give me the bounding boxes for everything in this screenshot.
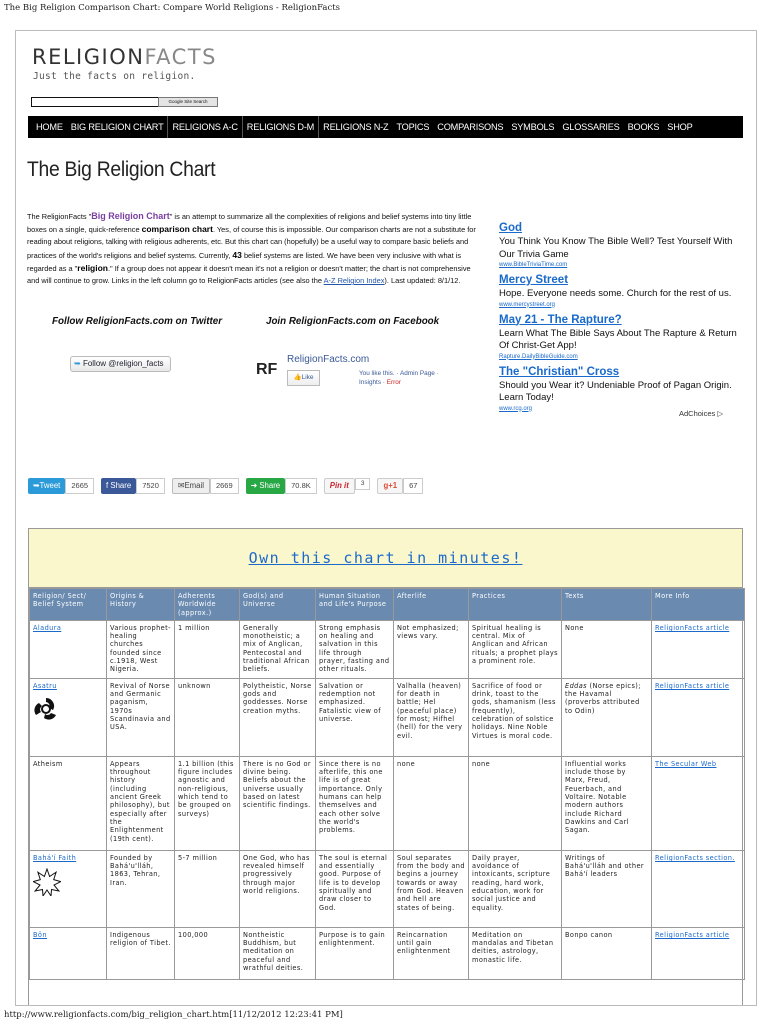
religion-link[interactable]: Asatru (33, 681, 57, 690)
google-plus-button[interactable]: g+1 (377, 478, 403, 494)
ad-item[interactable]: Mercy Street Hope. Everyone needs some. Church for the rest of us. www.mercystreet.org (499, 274, 732, 308)
gods-cell: One God, who has revealed himself progressively through major world religions. (240, 850, 316, 927)
nav-religions-n-z[interactable]: RELIGIONS N-Z (318, 116, 392, 138)
follow-twitter-heading: Follow ReligionFacts.com on Twitter (52, 316, 223, 327)
afterlife-cell: Not emphasized; views vary. (394, 620, 469, 678)
google-plus-icon: g (383, 481, 389, 490)
search-input[interactable] (31, 97, 168, 107)
human-cell: Purpose is to gain enlightenment. (316, 927, 394, 979)
nav-comparisons[interactable]: COMPARISONS (437, 122, 504, 132)
intro-paragraph: The ReligionFacts "Big Religion Chart" is an attempt to summarize all the complexities of religions and belief systems into tiny little boxes on a single, quick-reference comparison chart. Yes, of course this is impossible. Our comparison charts are not a substitute for reading about religions, talking with religious adherents, etc. But this chart can (hopefully) be a useful way to compare basic beliefs and practices of the world's religions and belief systems. Currently, 43 belief systems are listed. We have been very inclusive with what is regarded as a "religion." If a group does not appear it doesn't mean it's not a religion or doesn't matter; the chart is not comprehensive and will continue to grow. Links in the left column go to ReligionFacts articles (see also the A-Z Religion Index). Last updated: 8/1/12. (27, 211, 476, 286)
nav-religions-a-c[interactable]: RELIGIONS A-C (167, 116, 241, 138)
main-nav (28, 116, 743, 138)
more-info-link[interactable]: ReligionFacts article (655, 930, 730, 939)
origins-cell: Indigenous religion of Tibet. (107, 927, 175, 979)
column-header: Religion/ Sect/ Belief System (30, 589, 107, 621)
column-header: Adherents Worldwide (approx.) (175, 589, 240, 621)
afterlife-cell: none (394, 756, 469, 850)
origins-cell: Various prophet-healing churches founded since c.1918, West Nigeria. (107, 620, 175, 678)
texts-cell: None (562, 620, 652, 678)
az-religion-index-link[interactable]: A-Z Religion Index (323, 276, 385, 286)
page-title: The Big Religion Chart (27, 158, 216, 181)
valknut-symbol-icon (33, 696, 59, 722)
afterlife-cell: Valhalla (heaven) for death in battle; Hel (peaceful place) for most; Hifhel (hell) for the very evil. (394, 678, 469, 756)
google-site-search-button[interactable]: Google Site Search (158, 97, 218, 107)
human-cell: Strong emphasis on healing and salvation in this life through prayer, fasting and other rituals. (316, 620, 394, 678)
practices-cell: Daily prayer, avoidance of intoxicants, scripture reading, hard work, education, work for social justice and equality. (469, 850, 562, 927)
nine-pointed-star-icon (33, 868, 61, 896)
join-facebook-heading: Join ReligionFacts.com on Facebook (266, 316, 440, 327)
table-header-row (30, 589, 745, 621)
nav-shop[interactable]: SHOP (667, 122, 693, 132)
religion-comparison-table (29, 588, 745, 980)
table-row (30, 850, 745, 927)
twitter-bird-icon: ➥ (33, 481, 40, 490)
tweet-count: 2665 (65, 478, 94, 494)
practices-cell: Spiritual healing is central. Mix of Anglican and African rituals; a prophet plays a prominent role. (469, 620, 562, 678)
ad-item[interactable]: May 21 - The Rapture? Learn What The Bible Says About The Rapture & Return Of Christ-Get App! Rapture.DailyBibleGuide.com (499, 313, 737, 360)
own-chart-link[interactable]: Own this chart in minutes! (29, 529, 742, 588)
adherents-cell: unknown (175, 678, 240, 756)
religion-link[interactable]: Aladura (33, 623, 62, 632)
column-header: Practices (469, 589, 562, 621)
adherents-cell: 1 million (175, 620, 240, 678)
practices-cell: Sacrifice of food or drink, toast to the gods, shamanism (less frequently), celebration of solstice holidays. Nine Noble Virtues is moral code. (469, 678, 562, 756)
practices-cell: none (469, 756, 562, 850)
religion-link[interactable]: Bahá'í Faith (33, 853, 77, 862)
facebook-share-count: 7520 (136, 478, 165, 494)
nav-big-religion-chart[interactable]: BIG RELIGION CHART (70, 122, 164, 132)
twitter-bird-icon: ➥ (74, 359, 81, 368)
thumbs-up-icon: 👍 (293, 374, 302, 381)
nav-glossaries[interactable]: GLOSSARIES (562, 122, 620, 132)
twitter-follow-button[interactable]: ➥ Follow @religion_facts (70, 356, 171, 372)
nav-books[interactable]: BOOKS (627, 122, 660, 132)
column-header: Texts (562, 589, 652, 621)
more-info-link[interactable]: The Secular Web (655, 759, 717, 768)
afterlife-cell: Soul separates from the body and begins a journey towards or away from God. Heaven and hell are states of being. (394, 850, 469, 927)
email-share-count: 2669 (210, 478, 239, 494)
column-header: Origins & History (107, 589, 175, 621)
share-icon: ➜ (250, 481, 260, 490)
rf-logo: RF (256, 361, 278, 378)
ad-item[interactable]: The "Christian" Cross Should you Wear it? Undeniable Proof of Pagan Origin. Learn Today! www.rcg.org (499, 365, 732, 412)
facebook-page-name[interactable]: ReligionFacts.com (287, 354, 370, 365)
religion-link[interactable]: Bön (33, 930, 47, 939)
pinterest-count: 3 (355, 478, 371, 490)
more-info-link[interactable]: ReligionFacts article (655, 681, 730, 690)
like-status-note: You like this. · Admin Page · Insights · Error (359, 370, 439, 386)
origins-cell: Appears throughout history (including ancient Greek philosophy), but especially after the Enlightenment (19th cent). (107, 756, 175, 850)
texts-cell: Writings of Bahá'u'lláh and other Bahá'í leaders (562, 850, 652, 927)
origins-cell: Revival of Norse and Germanic paganism, 1970s Scandinavia and USA. (107, 678, 175, 756)
texts-cell: Bonpo canon (562, 927, 652, 979)
ad-item[interactable]: God You Think You Know The Bible Well? Test Yourself With Our Trivia Game www.BibleTriviaTime.com (499, 222, 733, 268)
gods-cell: Nontheistic Buddhism, but meditation on peaceful and wrathful deities. (240, 927, 316, 979)
nav-religions-d-m[interactable]: RELIGIONS D-M (242, 116, 318, 138)
ad-block (499, 221, 744, 417)
religion-name: Atheism (30, 756, 107, 850)
tweet-button[interactable]: ➥Tweet (28, 478, 65, 494)
practices-cell: Meditation on mandalas and Tibetan deities, astrology, monastic life. (469, 927, 562, 979)
print-header-title: The Big Religion Comparison Chart: Compare World Religions - ReligionFacts (4, 3, 341, 13)
adherents-cell: 5-7 million (175, 850, 240, 927)
more-info-link[interactable]: ReligionFacts article (655, 623, 730, 632)
site-logo[interactable]: RELIGIONFACTS (32, 45, 217, 69)
more-info-link[interactable]: ReligionFacts section. (655, 853, 735, 862)
adherents-cell: 100,000 (175, 927, 240, 979)
site-tagline: Just the facts on religion. (33, 71, 196, 82)
adchoices-label[interactable]: AdChoices ▷ (679, 409, 724, 418)
column-header: Human Situation and Life's Purpose (316, 589, 394, 621)
human-cell: The soul is eternal and essentially good. Purpose of life is to develop spiritually and draw closer to God. (316, 850, 394, 927)
facebook-icon: f (106, 481, 111, 490)
envelope-icon: ✉ (177, 481, 185, 490)
share-count: 70.8K (285, 478, 317, 494)
print-footer-url: http://www.religionfacts.com/big_religion_chart.htm[11/12/2012 12:23:41 PM] (4, 1010, 343, 1020)
table-row (30, 756, 745, 850)
facebook-like-button[interactable]: 👍Like (287, 370, 320, 386)
human-cell: Salvation or redemption not emphasized. Fatalistic view of universe. (316, 678, 394, 756)
human-cell: Since there is no afterlife, this one life is of great importance. Only humans can help themselves and each other solve the world's problems. (316, 756, 394, 850)
share-button[interactable]: ➜ Share (246, 478, 286, 494)
pinterest-button[interactable]: Pin it (324, 478, 355, 494)
column-header: Afterlife (394, 589, 469, 621)
texts-cell: Eddas (Norse epics); the Havamal (proverbs attributed to Odin) (562, 678, 652, 756)
gods-cell: Generally monotheistic; a mix of Anglican, Pentecostal and traditional African beliefs. (240, 620, 316, 678)
origins-cell: Founded by Bahá'u'lláh, 1863, Tehran, Iran. (107, 850, 175, 927)
google-plus-count: 67 (403, 478, 423, 494)
page-frame (15, 30, 757, 1006)
table-row (30, 678, 745, 756)
table-row (30, 620, 745, 678)
adherents-cell: 1.1 billion (this figure includes agnostic and non-religious, which tend to be grouped on surveys) (175, 756, 240, 850)
facebook-share-button[interactable]: f Share (101, 478, 136, 494)
nav-topics[interactable]: TOPICS (396, 122, 430, 132)
column-header: God(s) and Universe (240, 589, 316, 621)
column-header: More Info (652, 589, 745, 621)
share-bar (28, 478, 426, 494)
gods-cell: There is no God or divine being. Beliefs about the universe usually based on latest scientific findings. (240, 756, 316, 850)
nav-home[interactable]: HOME (36, 122, 63, 132)
nav-symbols[interactable]: SYMBOLS (511, 122, 555, 132)
table-row (30, 927, 745, 979)
email-share-button[interactable]: ✉Email (172, 478, 210, 494)
gods-cell: Polytheistic, Norse gods and goddesses. Norse creation myths. (240, 678, 316, 756)
afterlife-cell: Reincarnation until gain enlightenment (394, 927, 469, 979)
big-religion-chart-link[interactable]: Big Religion Chart (91, 211, 170, 221)
texts-cell: Influential works include those by Marx, Freud, Feuerbach, and Voltaire. Notable modern authors include Richard Dawkins and Carl Sagan. (562, 756, 652, 850)
religion-chart (28, 528, 743, 1006)
